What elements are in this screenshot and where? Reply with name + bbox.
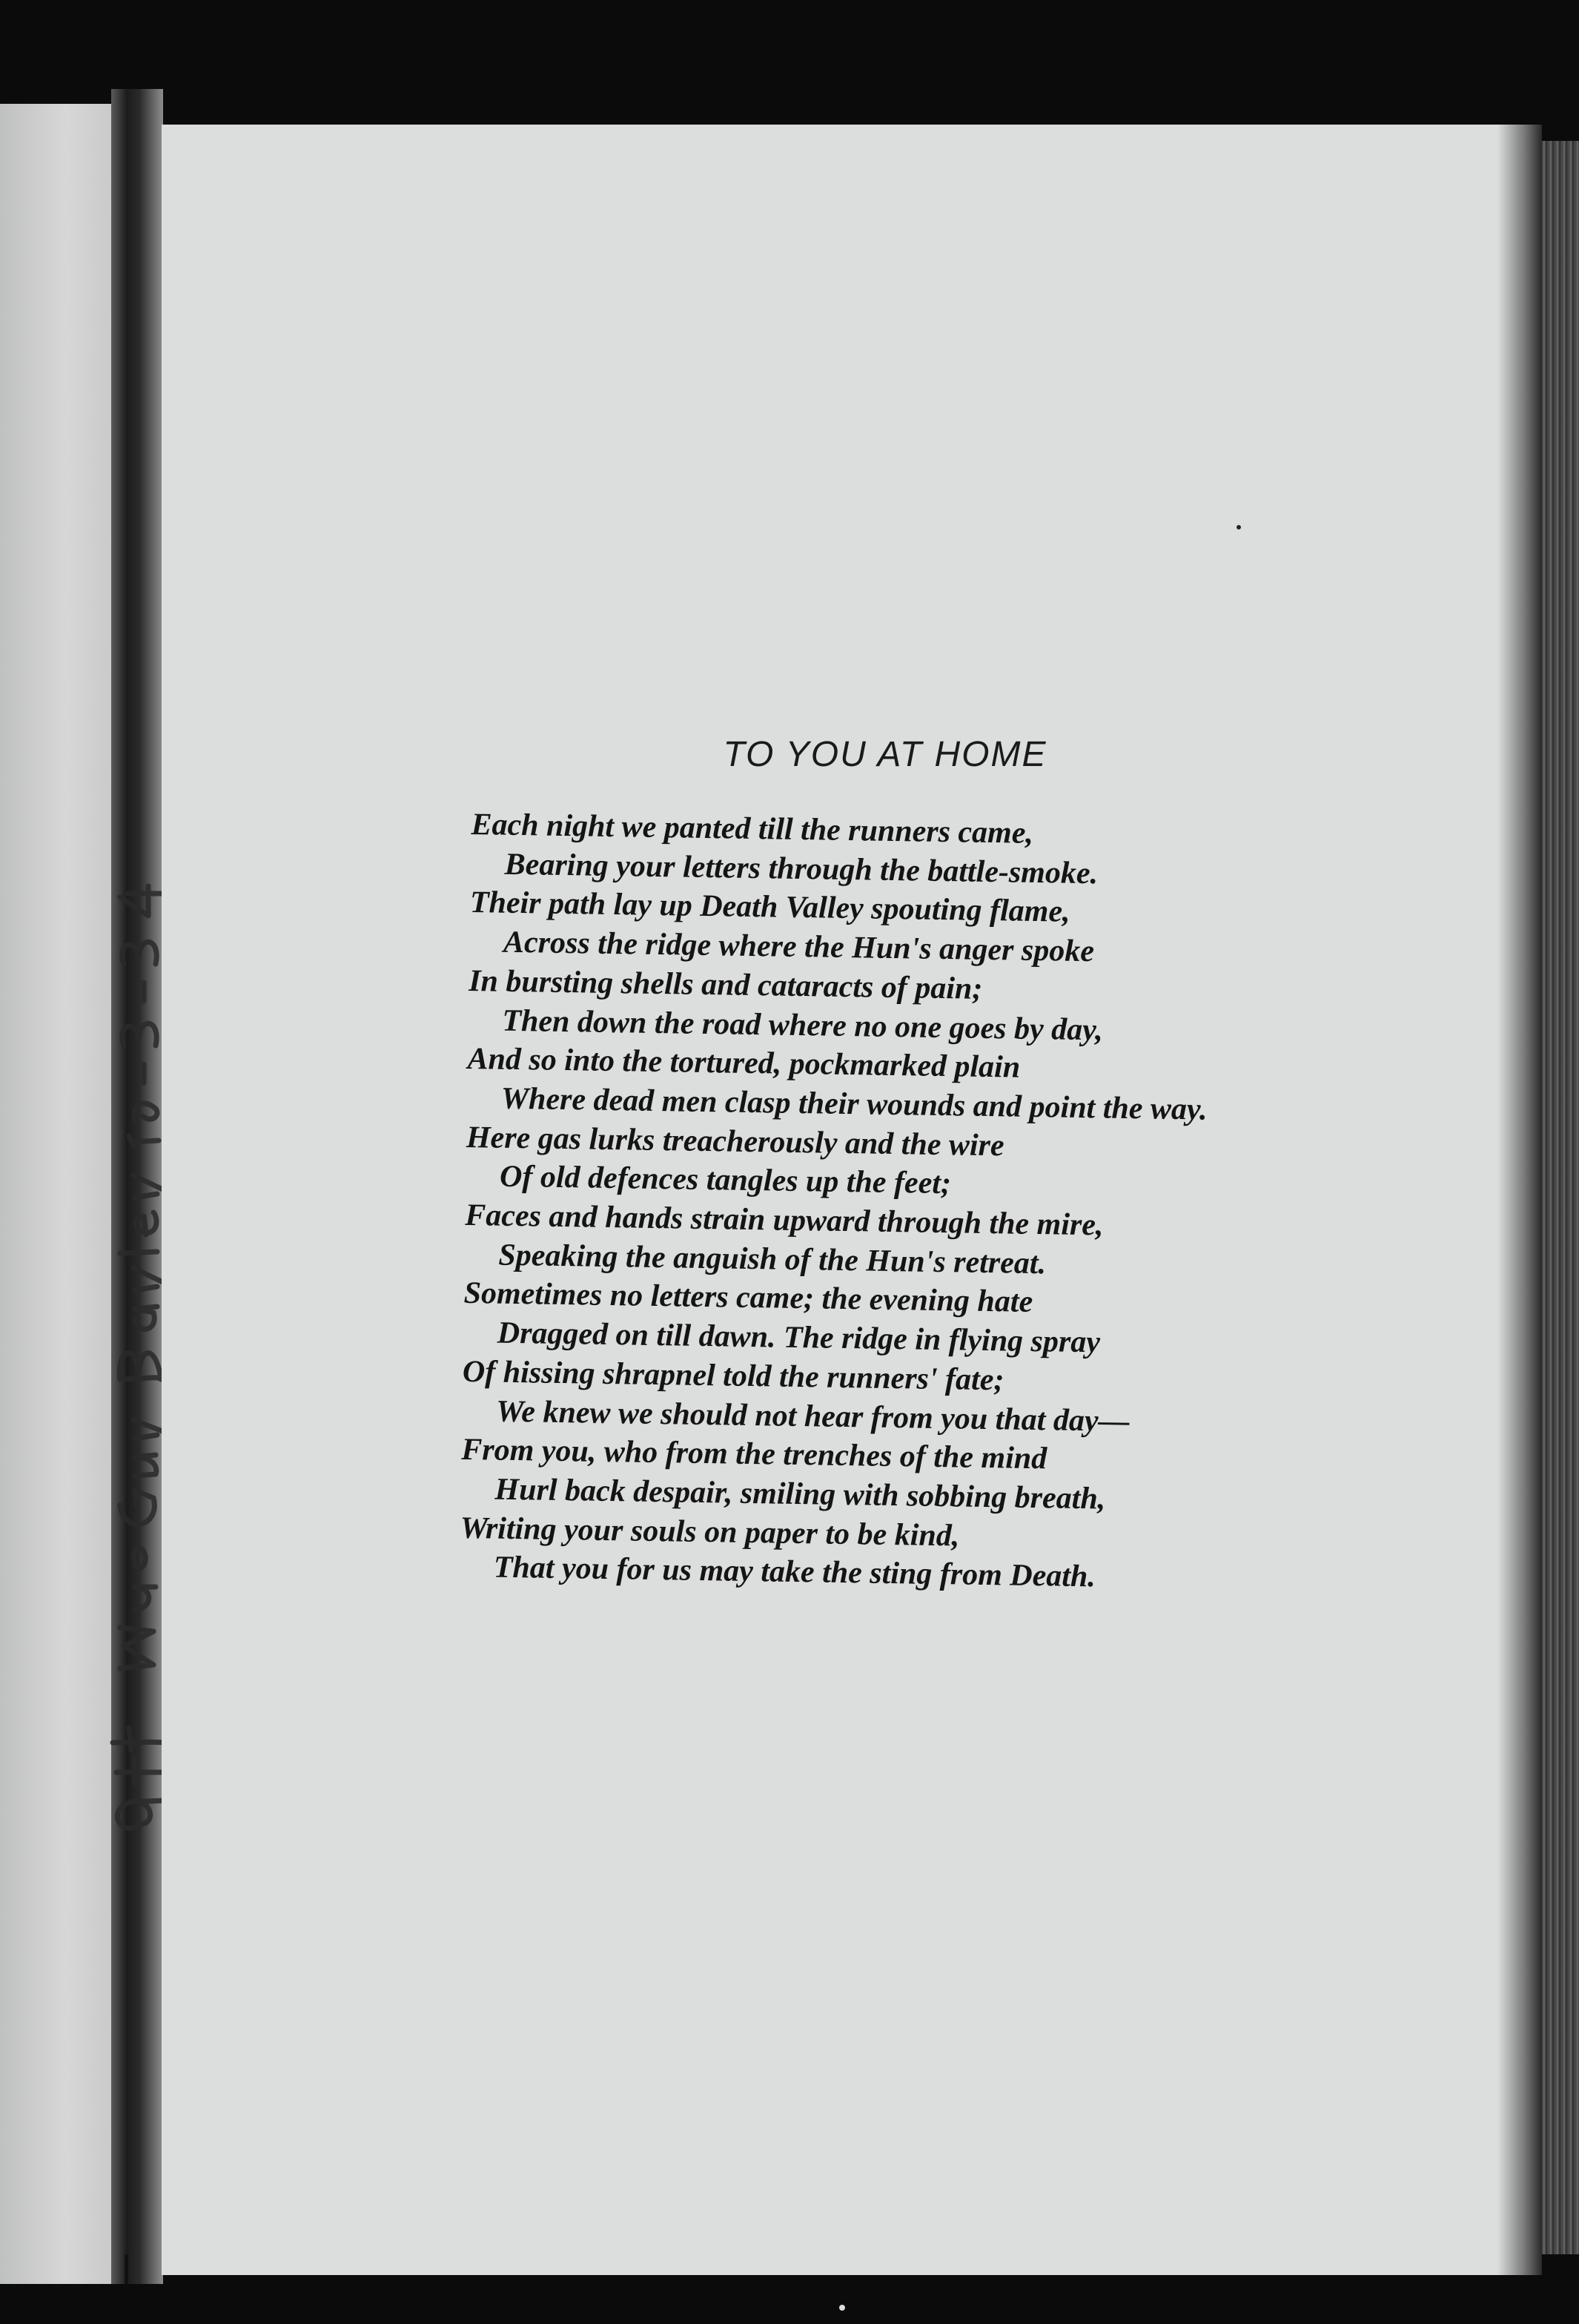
poem-line: Bearing your letters through the battle-smoke. <box>504 847 1099 891</box>
poem-body <box>459 805 1434 1602</box>
poem-line: Sometimes no letters came; the evening hate <box>463 1276 1033 1320</box>
poem-line: Hurl back despair, smiling with sobbing breath, <box>494 1472 1106 1516</box>
poem-line: From you, who from the trenches of the mind <box>460 1433 1047 1476</box>
poem-title: TO YOU AT HOME <box>723 735 1047 774</box>
handwritten-gift-inscription <box>90 831 172 1854</box>
poem-line: Their path lay up Death Valley spouting flame, <box>469 885 1070 930</box>
page-edge-stack <box>1542 141 1579 2254</box>
poem-line: Then down the road where no one goes by day, <box>502 1003 1104 1047</box>
poem-line: Dragged on till dawn. The ridge in flying spray <box>497 1315 1101 1360</box>
poem-line: Writing your souls on paper to be kind, <box>460 1511 960 1554</box>
book-page <box>162 125 1542 2275</box>
poem-line: Faces and hands strain upward through the mire, <box>464 1198 1104 1243</box>
page-edge-shadow <box>1497 125 1542 2275</box>
handwritten-margin-note <box>90 831 172 1854</box>
poem-line: Here gas lurks treacherously and the wire <box>466 1120 1004 1163</box>
poem-line: Of hissing shrapnel told the runners' fate; <box>462 1354 1004 1398</box>
dust-speck <box>839 2305 845 2311</box>
poem-line: Of old defences tangles up the feet; <box>499 1159 952 1201</box>
poem-line: Where dead men clasp their wounds and point the way. <box>500 1081 1208 1127</box>
poem-line: Across the ridge where the Hun's anger spoke <box>503 925 1095 969</box>
poem-line: Speaking the anguish of the Hun's retreat. <box>498 1238 1047 1281</box>
gutter-mark <box>125 2254 128 2284</box>
poem-line: In bursting shells and cataracts of pain; <box>468 963 983 1006</box>
poem-line: Each night we panted till the runners came, <box>471 807 1034 851</box>
poem-line: We knew we should not hear from you that day— <box>495 1394 1130 1439</box>
dust-speck <box>1237 525 1241 529</box>
poem-line: That you for us may take the sting from Death. <box>493 1550 1096 1594</box>
poem-line: And so into the tortured, pockmarked plain <box>467 1042 1021 1085</box>
